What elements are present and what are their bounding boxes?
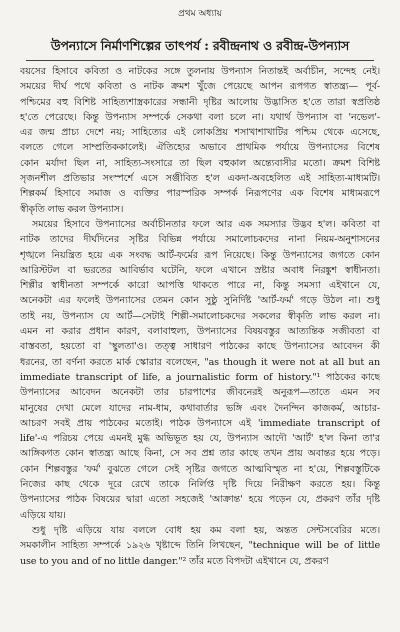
- text-line: শিল্পকর্ম হিসাবে সমাজ ও ব্যক্তির পারস্পরিক সম্পর্ক নিরূপণের এক বিশেষ মাধ্যমরূপে: [20, 188, 380, 200]
- text-line: আঙ্গিকগত কোন স্বাতন্ত্র্য আছে কিনা, সে সব প্রশ্ন তার কাছে তখন প্রায় অবান্তর হয়ে পড়ে।: [20, 448, 380, 460]
- paragraph: [20, 64, 380, 217]
- text-line: মানুষের দেখা মেলে যাদের নাম-ধাম, কথাবার্তার ভঙ্গি এবং দৈনন্দিন কাজকর্ম, আচার-: [20, 402, 380, 414]
- text-line: শুধু দৃষ্টি এড়িয়ে যায় বললে বোধ হয় কম বলা হয়, অন্তত সেন্টসবেরির মতে।: [32, 524, 380, 536]
- text-line: উপন্যাসের পাঠক বিষয়ের দ্বারা এতো সহজেই 'আক্রান্ত' হয়ে পড়েন যে, প্রকরণ তাঁর দৃষ্টি: [20, 494, 380, 506]
- text-line: আরিস্টটল বা ভরতের আবির্ভাব ঘটেনি, ফলে এখানে স্রষ্টার অবাধ নিরঙ্কুশ স্বাধীনতা।: [20, 264, 380, 276]
- text-line: সময়ের হিসাবে উপন্যাসের অর্বাচীনতার ফলে আর এক সমস্যার উদ্ভব হ'ল। কবিতা বা: [32, 218, 380, 230]
- text-line: বয়সের হিসাবে কবিতা ও নাটকের সঙ্গে তুলনায় উপন্যাস নিতান্তই অর্বাচীন, সন্দেহ নেই।: [20, 66, 380, 77]
- section-title: উপন্যাসে নির্মাণশিল্পের তাৎপর্য : রবীন্দ্রনাথ ও রবীন্দ্র-উপন্যাস: [50, 38, 350, 53]
- text-line: আচরণ সবই প্রায় পাঠকের মতোই। পাঠক উপন্যাসে এই 'immediate transcript of: [20, 417, 380, 429]
- text-line: হ'তে পেরেছে। কিন্তু উপন্যাস সম্পর্কে সেকথা বলা চলে না। যথার্থ উপন্যাস বা 'নভেল'-: [20, 111, 380, 123]
- text-line: তাই নয়, উপন্যাস যে আর্ট—সেটাই শিল্পী-সমালোচকদের সকলের স্বীকৃতি লাভ করল না।: [20, 310, 380, 322]
- text-line: এড়িয়ে যায়।: [20, 509, 66, 521]
- text-line: কোন শিল্পবস্তুর 'ফর্ম' বুঝতে গেলে সেই সৃষ্টির জগতে আত্মবিস্মৃত না হ'য়ে, শিল্পবস্তুটিকে: [20, 463, 380, 475]
- text-line: এর জন্ম প্রাচ্য দেশে নয়; সাহিত্যের এই লোকপ্রিয় শসাখাশাখাটির পশ্চিম থেকে এসেছে,: [20, 127, 380, 139]
- text-line: উপন্যাসের আবেদন অনেকটা তার চারপাশের জীবনেরই অনুরূপ—তাতে এমন সব: [20, 387, 380, 399]
- body-text: [20, 64, 380, 569]
- text-line: পশ্চিমের বহু বিশিষ্ট সাহিত্যশাস্ত্রকারের সন্ধানী দৃষ্টির আলোয় উদ্ভাসিত হ'তে তারা স্বপ্রতিষ্ঠ: [20, 96, 380, 108]
- text-line: সৃজনশীল প্রতিভার সংস্পর্শে এসে সঞ্জীবিত হ'ল একদা-অবহেলিত এই সাহিত্য-মাধ্যমটি।: [20, 173, 380, 185]
- text-line: এমন না করার প্রধান কারণ, বলাবাহুল্য, উপন্যাসের বিষয়বস্তুর আত্যন্তিক সজীবতা বা: [20, 326, 380, 338]
- text-line: life'-এ পরিচয় পেয়ে এমনই মুগ্ধ অভিভূত হয় যে, উপন্যাস আদৌ 'আর্ট' হ'ল কিনা তা'র: [20, 433, 380, 445]
- text-line: কোন মর্যাদা ছিল না, সাহিত্য-সংসারে তা ছিল বহুকাল অন্ত্যেবাসীর মতো। ক্রমশ বিশিষ্ট: [20, 157, 380, 169]
- text-line: বাস্তবতা, হয়তো বা 'স্থুলতা'ও। তত্ত্ব সাধারণ পাঠকের কাছে উপন্যাসের আবেদন কী: [20, 341, 380, 353]
- text-line: নিজের কাছ থেকে দূরে রেখে তাকে নির্লিপ্ত দৃষ্টি দিয়ে নিরীক্ষণ করতে হয়। কিন্তু: [20, 479, 380, 491]
- text-line: অনেকটা এর ফলেই উপন্যাসের তেমন কোন সুষ্ঠু সুনির্দিষ্ট 'আর্ট-ফর্ম' গড়ে উঠল না। শুধু: [20, 295, 380, 307]
- text-line: ধরনের, তা বর্ণনা করতে মার্ক স্কোরার বলেছেন, "as though it were not at all but an: [20, 356, 380, 368]
- chapter-label: প্রথম অধ্যায়: [178, 9, 222, 19]
- text-line: সময়ের দীর্ঘ পথে কবিতা ও নাটক ক্রমশ খুঁজে পেয়েছে আপন রূপগত স্বাতন্ত্র্য— পূর্ব-: [20, 81, 380, 93]
- text-line: নাটক তাদের দীর্ঘদিনের সৃষ্টির বিভিন্ন পর্যায়ে সমালোচকদের নানা নিয়ম-অনুশাসনের: [20, 234, 380, 246]
- title-rule: [26, 60, 374, 61]
- text-line: immediate transcript of life, a journalistic form of history."¹ পাঠকের কাছে: [20, 371, 380, 383]
- paragraph: [20, 217, 380, 523]
- text-line: স্বীকৃতি লাভ করল উপন্যাস।: [20, 203, 124, 215]
- paragraph: [20, 523, 380, 569]
- text-line: use to you and of no little danger."² তাঁর মতে বিপদটা এইখানে যে, প্রকরণ: [20, 555, 329, 567]
- text-line: বলতে গেলে সাম্প্রতিককালেই। ঐতিহ্যের অভাবে প্রাথমিক পর্যায়ে উপন্যাসের বিশেষ: [20, 142, 380, 154]
- text-line: সমকালীন সাহিত্য সম্পর্কে ১৯২৬ খৃষ্টাব্দে তিনি লিখছেন, "technique will be of little: [20, 540, 380, 552]
- text-line: শিল্পীর স্বাধীনতা সম্পর্কে কারো আপত্তি থাকতে পারে না, কিন্তু সমস্যা এইখানে যে,: [20, 280, 380, 292]
- text-line: শৃঙ্খলে নিয়ন্ত্রিত হয়ে এক সংবদ্ধ আর্ট-ফর্মের রূপ নিয়েছে। কিন্তু উপন্যাসের জগতে কোন: [20, 249, 380, 261]
